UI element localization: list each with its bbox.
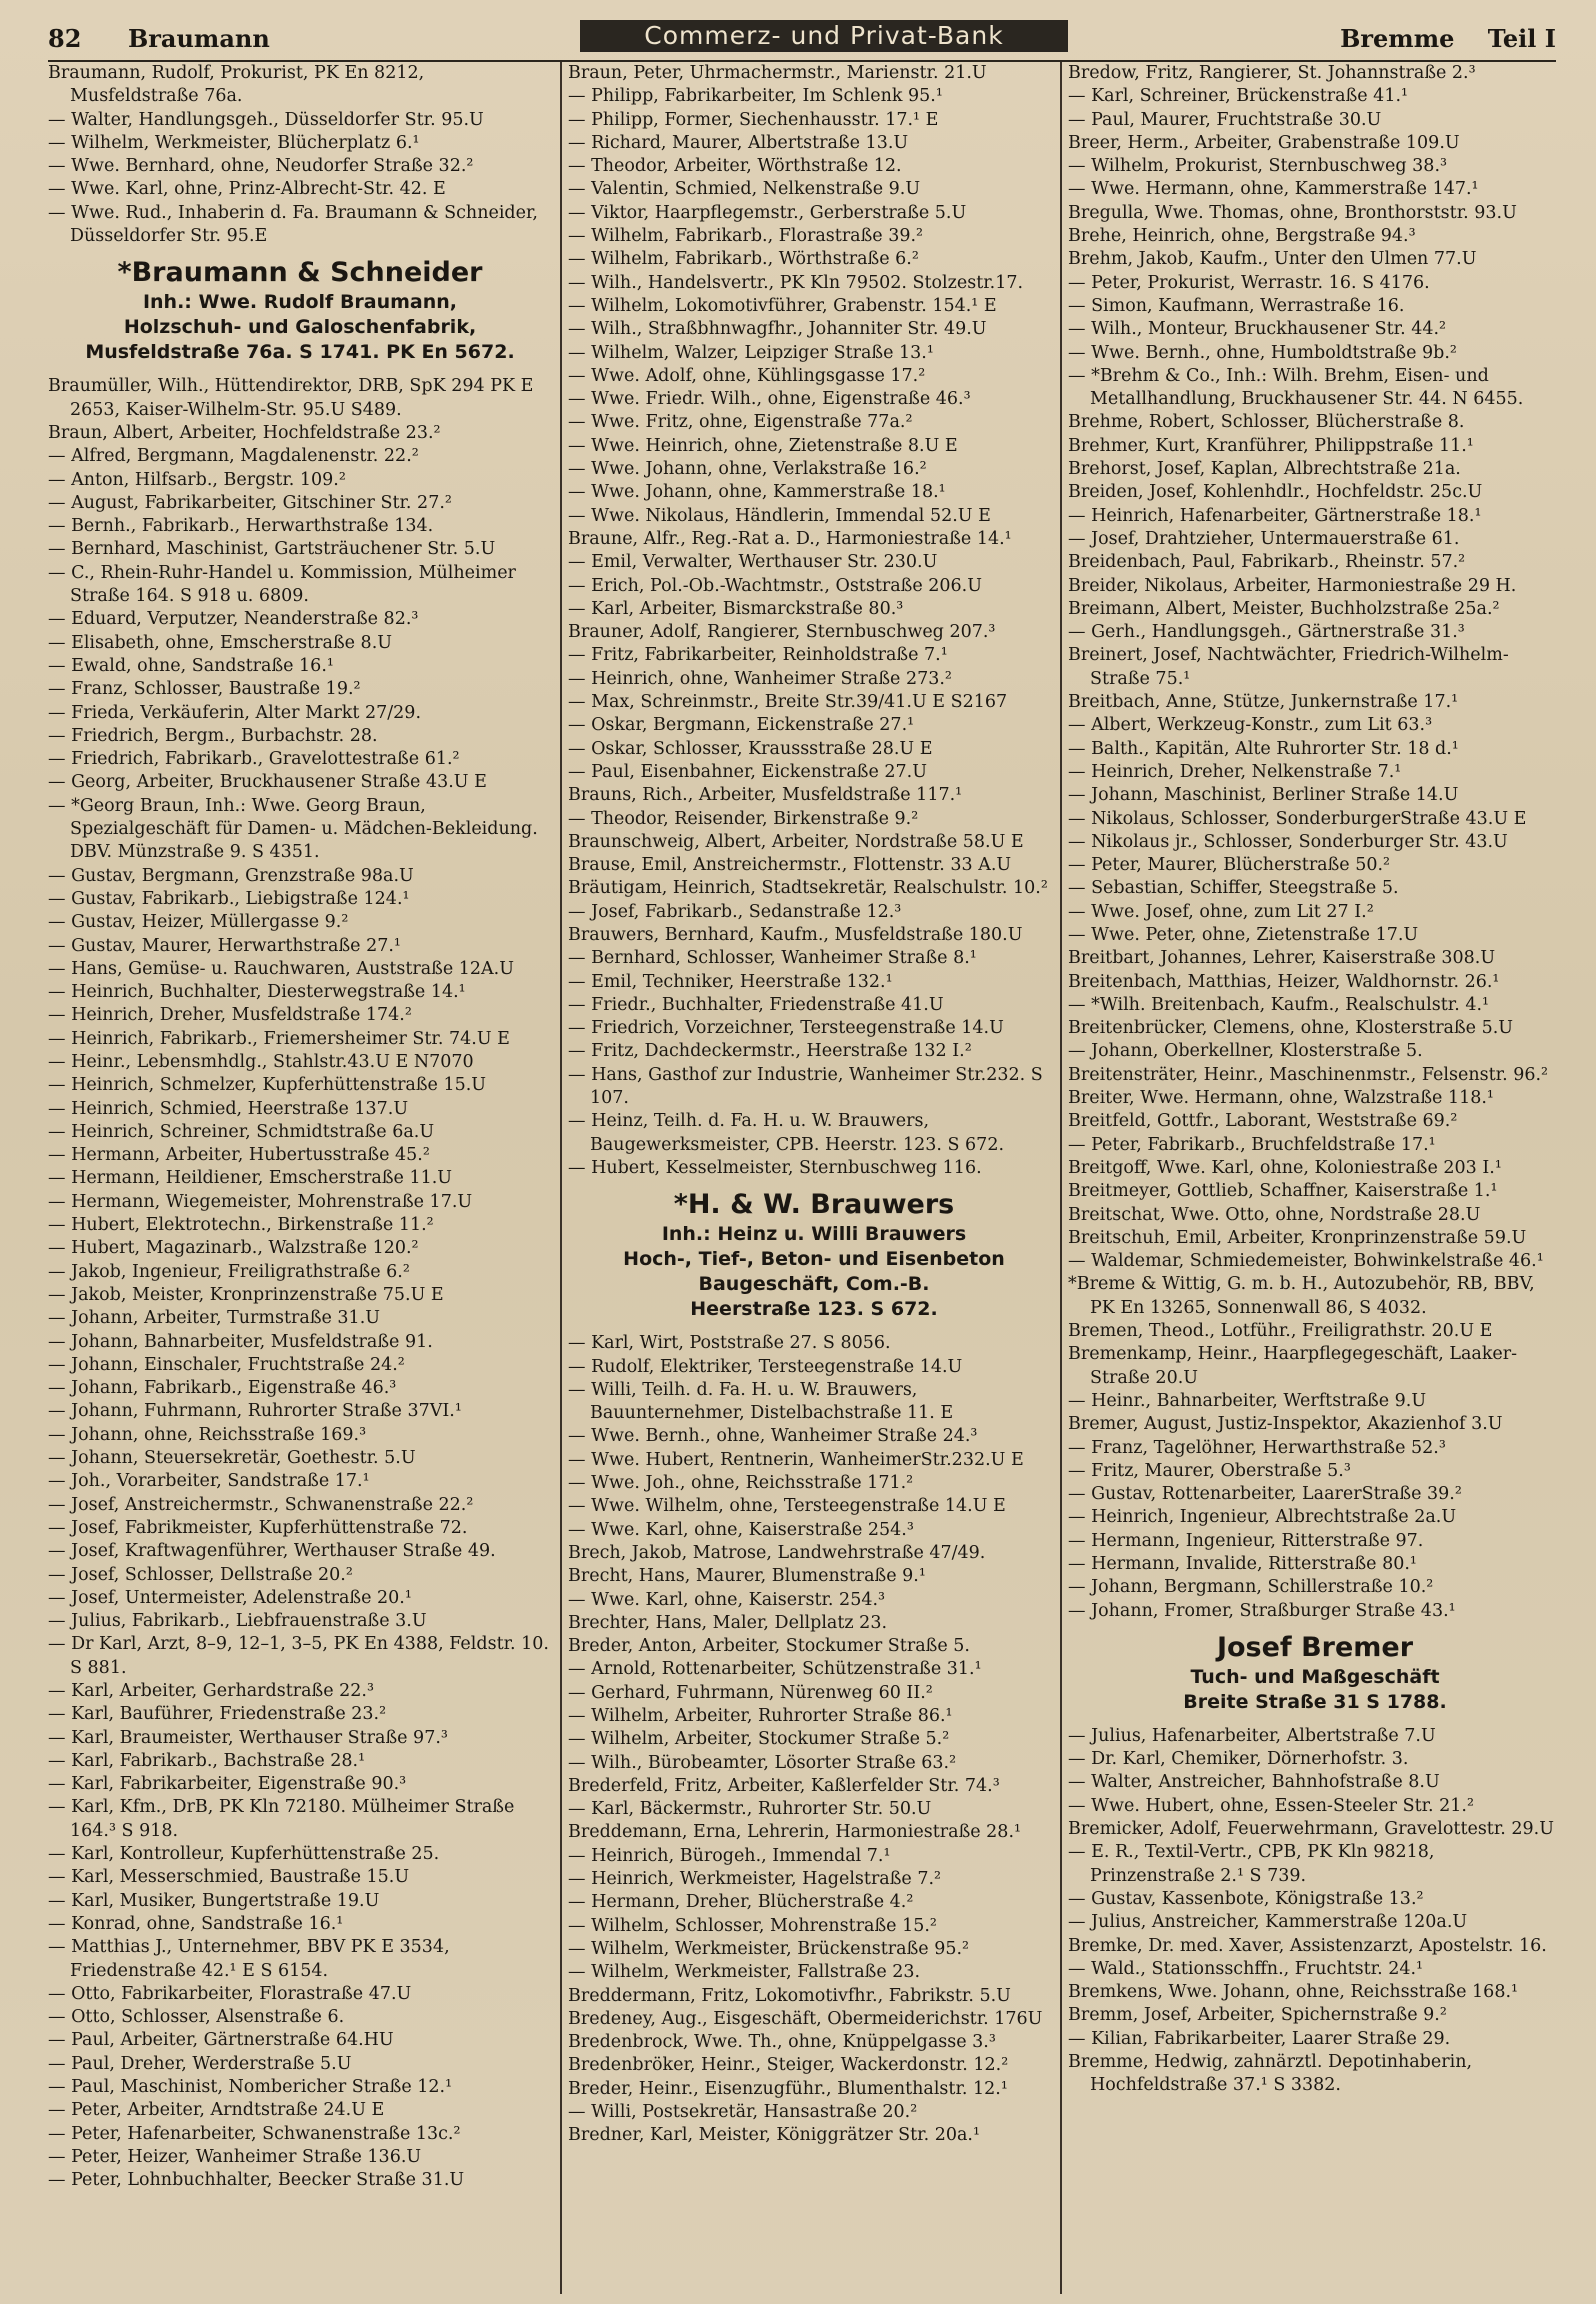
directory-entry: — Heinr., Lebensmhdlg., Stahlstr.43.U E N7070: [48, 1051, 474, 1072]
directory-entry: — Otto, Fabrikarbeiter, Florastraße 47.U: [48, 1983, 412, 2004]
directory-entry: — Peter, Maurer, Blücherstraße 50.²: [1068, 855, 1391, 876]
columns: [48, 62, 1556, 2294]
directory-entry: — Johann, Oberkellner, Klosterstraße 5.: [1068, 1041, 1423, 1062]
advertisement-line: Inh.: Heinz u. Willi Brauwers: [661, 1223, 967, 1246]
directory-entry: — Paul, Dreher, Werderstraße 5.U: [48, 2053, 352, 2074]
directory-entry: — Heinrich, Buchhalter, Diesterwegstraße 14.¹: [48, 982, 466, 1003]
directory-entry: Braumüller, Wilh., Hüttendirektor, DRB, SpK 294 PK E 2653, Kaiser-Wilhelm-Str. 95.U S489.: [48, 376, 534, 420]
directory-entry: — Heinr., Bahnarbeiter, Werftstraße 9.U: [1068, 1390, 1427, 1411]
directory-entry: — Josef, Anstreichermstr., Schwanenstraße 22.²: [48, 1494, 474, 1515]
directory-entry: — Julius, Fabrikarb., Liebfrauenstraße 3.U: [48, 1611, 427, 1632]
directory-entry: — Paul, Arbeiter, Gärtnerstraße 64.HU: [48, 2030, 394, 2051]
directory-entry: — Gustav, Maurer, Herwarthstraße 27.¹: [48, 935, 401, 956]
directory-entry: — Valentin, Schmied, Nelkenstraße 9.U: [568, 179, 921, 200]
advertisement-block: [1068, 1631, 1562, 1715]
directory-entry: — Wilhelm, Prokurist, Sternbuschweg 38.³: [1068, 156, 1448, 177]
directory-entry: — Wwe. Fritz, ohne, Eigenstraße 77a.²: [568, 412, 913, 433]
directory-entry: — Erich, Pol.-Ob.-Wachtmstr., Oststraße 206.U: [568, 575, 982, 596]
directory-entry: — Peter, Heizer, Wanheimer Straße 136.U: [48, 2146, 422, 2167]
directory-entry: — Friedrich, Fabrikarb., Gravelottestraße 61.²: [48, 749, 460, 770]
directory-entry: — Viktor, Haarpflegemstr., Gerberstraße 5.U: [568, 202, 967, 223]
directory-entry: — Walter, Handlungsgeh., Düsseldorfer Str. 95.U: [48, 109, 484, 130]
directory-entry: Breidenbach, Paul, Fabrikarb., Rheinstr. 57.²: [1068, 552, 1466, 573]
directory-entry: Breinert, Josef, Nachtwächter, Friedrich-Wilhelm-Straße 75.¹: [1068, 645, 1509, 689]
directory-entry: — Dr. Karl, Chemiker, Dörnerhofstr. 3.: [1068, 1749, 1409, 1770]
directory-entry: — Oskar, Schlosser, Kraussstraße 28.U E: [568, 738, 933, 759]
column-middle: [560, 62, 1060, 2294]
column-right: [1060, 62, 1562, 2294]
directory-entry: — Wwe. Bernhard, ohne, Neudorfer Straße 32.²: [48, 156, 474, 177]
header-right-name: Bremme: [1340, 24, 1455, 53]
directory-entry: — Wwe. Josef, ohne, zum Lit 27 I.²: [1068, 901, 1374, 922]
directory-entry: — Heinrich, Ingenieur, Albrechtstraße 2a.U: [1068, 1507, 1457, 1528]
directory-entry: — Waldemar, Schmiedemeister, Bohwinkelstraße 46.¹: [1068, 1251, 1544, 1272]
directory-entry: — Wwe. Hubert, Rentnerin, WanheimerStr.232.U E: [568, 1449, 1024, 1470]
directory-entry: — Julius, Anstreicher, Kammerstraße 120a.U: [1068, 1912, 1468, 1933]
directory-entry: — Philipp, Former, Siechenhausstr. 17.¹ E: [568, 109, 939, 130]
directory-entry: Brederfeld, Fritz, Arbeiter, Kaßlerfelder Str. 74.³: [568, 1775, 1000, 1796]
directory-entry: — Emil, Verwalter, Werthauser Str. 230.U: [568, 552, 938, 573]
directory-entry: — Wwe. Heinrich, ohne, Zietenstraße 8.U E: [568, 435, 958, 456]
advertisement-line: Holzschuh- und Galoschenfabrik,: [123, 316, 477, 339]
directory-entry: — Wwe. Johann, ohne, Kammerstraße 18.¹: [568, 482, 946, 503]
directory-entry: — Heinrich, Fabrikarb., Friemersheimer Str. 74.U E: [48, 1028, 510, 1049]
directory-entry: — Nikolaus jr., Schlosser, Sonderburger Str. 43.U: [1068, 831, 1508, 852]
directory-entry: — Karl, Bauführer, Friedenstraße 23.²: [48, 1704, 387, 1725]
directory-entry: — Peter, Lohnbuchhalter, Beecker Straße 31.U: [48, 2170, 465, 2191]
directory-entry: — Paul, Eisenbahner, Eickenstraße 27.U: [568, 761, 927, 782]
directory-entry: — Wilhelm, Arbeiter, Ruhrorter Straße 86.¹: [568, 1706, 953, 1726]
directory-entry: Bremme, Hedwig, zahnärztl. Depotinhaberin, Hochfeldstraße 37.¹ S 3382.: [1068, 2052, 1473, 2096]
directory-entry: — Josef, Drahtzieher, Untermauerstraße 61.: [1068, 528, 1460, 549]
header-left-name: Braumann: [128, 24, 270, 53]
directory-entry: — Ewald, ohne, Sandstraße 16.¹: [48, 655, 334, 676]
directory-entry: Bredeney, Aug., Eisgeschäft, Obermeiderichstr. 176U: [568, 2008, 1043, 2029]
directory-entry: — Karl, Bäckermstr., Ruhrorter Str. 50.U: [568, 1799, 932, 1820]
directory-entry: — Jakob, Ingenieur, Freiligrathstraße 6.²: [48, 1261, 410, 1282]
directory-entry: Breitbach, Anne, Stütze, Junkernstraße 17.¹: [1068, 692, 1459, 713]
directory-entry: Breitgoff, Wwe. Karl, ohne, Koloniestraße 203 I.¹: [1068, 1157, 1502, 1178]
directory-entry: Breitschuh, Emil, Arbeiter, Kronprinzenstraße 59.U: [1068, 1227, 1527, 1248]
directory-entry: — Heinrich, ohne, Wanheimer Straße 273.²: [568, 668, 952, 689]
directory-entry: — Theodor, Reisender, Birkenstraße 9.²: [568, 808, 919, 829]
directory-entry: — Josef, Kraftwagenführer, Werthauser Straße 49.: [48, 1541, 496, 1562]
directory-entry: Bremkens, Wwe. Johann, ohne, Reichsstraße 168.¹: [1068, 1982, 1519, 2003]
directory-entry: Bremm, Josef, Arbeiter, Spichernstraße 9.²: [1068, 2005, 1447, 2026]
directory-entry: — Wwe. Hubert, ohne, Essen-Steeler Str. 21.²: [1068, 1795, 1475, 1816]
directory-entry: — Karl, Kfm., DrB, PK Kln 72180. Mülheimer Straße 164.³ S 918.: [48, 1797, 515, 1841]
directory-entry: — August, Fabrikarbeiter, Gitschiner Str. 27.²: [48, 492, 452, 513]
directory-entry: Brecht, Hans, Maurer, Blumenstraße 9.¹: [568, 1566, 926, 1587]
directory-entry: — Gerh., Handlungsgeh., Gärtnerstraße 31.³: [1068, 622, 1465, 643]
directory-entry: Breitenbrücker, Clemens, ohne, Klosterstraße 5.U: [1068, 1018, 1514, 1039]
directory-entry: — Friedrich, Bergm., Burbachstr. 28.: [48, 725, 378, 746]
directory-entry: — Peter, Prokurist, Werrastr. 16. S 4176.: [1068, 272, 1430, 293]
directory-entry: — Heinrich, Dreher, Nelkenstraße 7.¹: [1068, 761, 1402, 782]
directory-entry: — Wwe. Adolf, ohne, Kühlingsgasse 17.²: [568, 365, 926, 386]
directory-entry: Braune, Alfr., Reg.-Rat a. D., Harmoniestraße 14.¹: [568, 528, 1012, 549]
directory-entry: Bremicker, Adolf, Feuerwehrmann, Gravelottestr. 29.U: [1068, 1819, 1554, 1840]
directory-entry: — Theodor, Arbeiter, Wörthstraße 12.: [568, 156, 902, 177]
directory-entry: — Konrad, ohne, Sandstraße 16.¹: [48, 1913, 344, 1934]
advertisement-line: Tuch- und Maßgeschäft: [1190, 1665, 1440, 1688]
directory-entry: — Wwe. Karl, ohne, Prinz-Albrecht-Str. 42. E: [48, 179, 446, 200]
directory-entry: — Wilhelm, Lokomotivführer, Grabenstr. 154.¹ E: [568, 295, 997, 316]
directory-entry: — Wwe. Karl, ohne, Kaiserstr. 254.³: [568, 1589, 886, 1610]
directory-entry: Breitschat, Wwe. Otto, ohne, Nordstraße 28.U: [1068, 1204, 1481, 1225]
directory-entry: — Alfred, Bergmann, Magdalenenstr. 22.²: [48, 446, 419, 467]
directory-entry: — Wald., Stationsschffn., Fruchtstr. 24.¹: [1068, 1958, 1424, 1979]
directory-entry: Brauns, Rich., Arbeiter, Musfeldstraße 117.¹: [568, 785, 963, 806]
directory-entry: — Johann, Arbeiter, Turmstraße 31.U: [48, 1308, 381, 1329]
directory-entry: — Hubert, Elektrotechn., Birkenstraße 11.²: [48, 1215, 434, 1236]
directory-entry: Breddermann, Fritz, Lokomotivfhr., Fabrikstr. 5.U: [568, 1985, 1011, 2006]
directory-entry: — Wilhelm, Werkmeister, Brückenstraße 95.²: [568, 1938, 970, 1959]
directory-entry: — Karl, Fabrikarbeiter, Eigenstraße 90.³: [48, 1774, 407, 1795]
directory-entry: — Hermann, Arbeiter, Hubertusstraße 45.²: [48, 1145, 430, 1166]
directory-entry: Brause, Emil, Anstreichermstr., Flottenstr. 33 A.U: [568, 855, 1012, 876]
directory-entry: — Karl, Messerschmied, Baustraße 15.U: [48, 1867, 410, 1888]
directory-entry: — Paul, Maurer, Fruchtstraße 30.U: [1068, 109, 1382, 130]
directory-entry: — E. R., Textil-Vertr., CPB, PK Kln 98218, Prinzenstraße 2.¹ S 739.: [1068, 1842, 1435, 1886]
directory-entry: — Arnold, Rottenarbeiter, Schützenstraße 31.¹: [568, 1659, 982, 1680]
directory-entry: — Johann, Bahnarbeiter, Musfeldstraße 91.: [48, 1331, 433, 1352]
directory-entry: — Simon, Kaufmann, Werrastraße 16.: [1068, 295, 1405, 316]
directory-entry: — Wwe. Nikolaus, Händlerin, Immendal 52.U E: [568, 505, 991, 526]
directory-entry: — Karl, Fabrikarb., Bachstraße 28.¹: [48, 1750, 366, 1771]
directory-entry: Breitenbach, Matthias, Heizer, Waldhornstr. 26.¹: [1068, 971, 1500, 992]
directory-entry: — Hermann, Wiegemeister, Mohrenstraße 17.U: [48, 1191, 473, 1212]
directory-entry: Breer, Herm., Arbeiter, Grabenstraße 109.U: [1068, 132, 1460, 153]
directory-entry: Breitbart, Johannes, Lehrer, Kaiserstraße 308.U: [1068, 948, 1496, 969]
directory-entry: — Wilhelm, Fabrikarb., Florastraße 39.²: [568, 226, 924, 247]
directory-entry: — Hermann, Invalide, Ritterstraße 80.¹: [1068, 1554, 1417, 1574]
advertisement-block: [48, 256, 552, 365]
directory-entry: — *Georg Braun, Inh.: Wwe. Georg Braun, Spezialgeschäft für Damen- u. Mädchen-Bekleidung. DBV. Münzstraße 9. S 4351.: [48, 795, 538, 863]
directory-entry: — Hermann, Ingenieur, Ritterstraße 97.: [1068, 1530, 1424, 1551]
directory-entry: — Julius, Hafenarbeiter, Albertstraße 7.U: [1068, 1725, 1436, 1746]
directory-entry: — Wwe. Rud., Inhaberin d. Fa. Braumann & Schneider, Düsseldorfer Str. 95.E: [48, 202, 538, 247]
directory-entry: — Elisabeth, ohne, Emscherstraße 8.U: [48, 632, 393, 653]
directory-entry: — Dr Karl, Arzt, 8–9, 12–1, 3–5, PK En 4388, Feldstr. 10. S 881.: [48, 1634, 549, 1678]
header-part: Teil I: [1487, 24, 1556, 53]
directory-entry: — Kilian, Fabrikarbeiter, Laarer Straße 29.: [1068, 2028, 1451, 2049]
directory-entry: — Friedr., Buchhalter, Friedenstraße 41.U: [568, 994, 944, 1015]
directory-entry: — Karl, Arbeiter, Bismarckstraße 80.³: [568, 598, 904, 619]
directory-entry: — Wilhelm, Fabrikarb., Wörthstraße 6.²: [568, 249, 919, 270]
directory-entry: — Hermann, Dreher, Blücherstraße 4.²: [568, 1892, 914, 1913]
directory-entry: Bräutigam, Heinrich, Stadtsekretär, Realschulstr. 10.²: [568, 878, 1048, 899]
directory-entry: — Wwe. Bernh., ohne, Humboldtstraße 9b.²: [1068, 342, 1457, 363]
directory-entry: — C., Rhein-Ruhr-Handel u. Kommission, Mülheimer Straße 164. S 918 u. 6809.: [48, 562, 516, 607]
directory-entry: — Anton, Hilfsarb., Bergstr. 109.²: [48, 469, 346, 490]
directory-entry: — Wilhelm, Arbeiter, Stockumer Straße 5.²: [568, 1729, 950, 1750]
directory-entry: — Gerhard, Fuhrmann, Nürenweg 60 II.²: [568, 1682, 933, 1703]
directory-entry: — Peter, Arbeiter, Arndtstraße 24.U E: [48, 2100, 385, 2121]
directory-entry: Braun, Albert, Arbeiter, Hochfeldstraße 23.²: [48, 422, 441, 443]
directory-entry: — Wilh., Bürobeamter, Lösorter Straße 63.²: [568, 1752, 957, 1773]
directory-entry: — Philipp, Fabrikarbeiter, Im Schlenk 95.¹: [568, 86, 943, 107]
directory-entry: — Otto, Schlosser, Alsenstraße 6.: [48, 2007, 345, 2028]
directory-entry: — Paul, Maschinist, Nombericher Straße 12.¹: [48, 2077, 453, 2098]
directory-entry: Breimann, Albert, Meister, Buchholzstraße 25a.²: [1068, 598, 1500, 619]
directory-entry: — Heinrich, Dreher, Musfeldstraße 174.²: [48, 1005, 412, 1026]
directory-entry: — Johann, Maschinist, Berliner Straße 14.U: [1068, 785, 1459, 806]
directory-entry: — Wwe. Joh., ohne, Reichsstraße 171.²: [568, 1473, 914, 1494]
directory-entry: — Franz, Schlosser, Baustraße 19.²: [48, 679, 361, 700]
directory-entry: — Gustav, Bergmann, Grenzstraße 98a.U: [48, 865, 414, 886]
advertisement-name: *Braumann & Schneider: [117, 257, 483, 289]
advertisement-line: Heerstraße 123. S 672.: [690, 1298, 938, 1321]
advertisement-line: Musfeldstraße 76a. S 1741. PK En 5672.: [85, 341, 515, 364]
directory-entry: — Wilhelm, Schlosser, Mohrenstraße 15.²: [568, 1915, 937, 1936]
directory-entry: Breider, Nikolaus, Arbeiter, Harmoniestraße 29 H.: [1068, 575, 1517, 596]
directory-entry: — Frieda, Verkäuferin, Alter Markt 27/29.: [48, 702, 422, 723]
directory-entry: — Johann, Einschaler, Fruchtstraße 24.²: [48, 1354, 405, 1375]
advertisement-name: *H. & W. Brauwers: [673, 1189, 955, 1221]
directory-entry: Brauwers, Bernhard, Kaufm., Musfeldstraße 180.U: [568, 924, 1023, 945]
advertisement-line: Inh.: Wwe. Rudolf Braumann,: [142, 291, 458, 314]
directory-entry: Breiter, Wwe. Hermann, ohne, Walzstraße 118.¹: [1068, 1088, 1494, 1109]
directory-entry: — Bernhard, Schlosser, Wanheimer Straße 8.¹: [568, 948, 977, 969]
directory-entry: Breitensträter, Heinr., Maschinenmstr., Felsenstr. 96.²: [1068, 1064, 1549, 1085]
directory-entry: — Max, Schreinmstr., Breite Str.39/41.U E S2167: [568, 692, 1008, 713]
directory-entry: Breder, Anton, Arbeiter, Stockumer Straße 5.: [568, 1636, 970, 1657]
directory-entry: — Walter, Anstreicher, Bahnhofstraße 8.U: [1068, 1772, 1440, 1793]
directory-entry: Brehorst, Josef, Kaplan, Albrechtstraße 21a.: [1068, 459, 1461, 480]
column-left: [48, 62, 552, 2294]
directory-entry: Bredner, Karl, Meister, Königgrätzer Str. 20a.¹: [568, 2125, 981, 2146]
bank-banner: Commerz- und Privat-Bank: [580, 20, 1068, 52]
directory-entry: — Wilh., Straßbhnwagfhr., Johanniter Str. 49.U: [568, 319, 987, 340]
directory-entry: — Matthias J., Unternehmer, BBV PK E 3534, Friedenstraße 42.¹ E S 6154.: [48, 1937, 450, 1981]
directory-entry: Brech, Jakob, Matrose, Landwehrstraße 47/49.: [568, 1542, 986, 1563]
directory-entry: Brechter, Hans, Maler, Dellplatz 23.: [568, 1612, 888, 1633]
directory-entry: — Fritz, Maurer, Oberstraße 5.³: [1068, 1460, 1351, 1481]
directory-entry: — Fritz, Dachdeckermstr., Heerstraße 132 I.²: [568, 1041, 972, 1062]
directory-entry: Brauner, Adolf, Rangierer, Sternbuschweg 207.³: [568, 622, 996, 643]
directory-entry: — Friedrich, Vorzeichner, Tersteegenstraße 14.U: [568, 1018, 1004, 1039]
directory-entry: Breitfeld, Gottfr., Laborant, Weststraße 69.²: [1068, 1111, 1458, 1132]
directory-entry: — Josef, Fabrikarb., Sedanstraße 12.³: [568, 901, 902, 922]
directory-entry: Bremer, August, Justiz-Inspektor, Akazienhof 3.U: [1068, 1414, 1503, 1435]
directory-entry: Breder, Heinr., Eisenzugführ., Blumenthalstr. 12.¹: [568, 2078, 1008, 2099]
directory-entry: — Heinrich, Schmelzer, Kupferhüttenstraße 15.U: [48, 1075, 487, 1096]
directory-entry: — Josef, Fabrikmeister, Kupferhüttenstraße 72.: [48, 1517, 468, 1538]
directory-entry: Bredenbrock, Wwe. Th., ohne, Knüppelgasse 3.³: [568, 2032, 996, 2053]
directory-entry: — Johann, Fabrikarb., Eigenstraße 46.³: [48, 1378, 397, 1399]
directory-entry: — Georg, Arbeiter, Bruckhausener Straße 43.U E: [48, 772, 487, 793]
directory-entry: Breitmeyer, Gottlieb, Schaffner, Kaiserstraße 1.¹: [1068, 1181, 1498, 1202]
directory-entry: — Wilh., Monteur, Bruckhausener Str. 44.²: [1068, 319, 1447, 340]
directory-entry: Breiden, Josef, Kohlenhdlr., Hochfeldstr. 25c.U: [1068, 482, 1483, 503]
directory-entry: — Karl, Braumeister, Werthauser Straße 97.³: [48, 1727, 448, 1748]
directory-entry: — Josef, Schlosser, Dellstraße 20.²: [48, 1564, 353, 1585]
directory-entry: — Wwe. Peter, ohne, Zietenstraße 17.U: [1068, 924, 1419, 945]
directory-entry: *Breme & Wittig, G. m. b. H., Autozubehör, RB, BBV, PK En 13265, Sonnenwall 86, S 4032.: [1068, 1274, 1535, 1318]
directory-entry: Braun, Peter, Uhrmachermstr., Marienstr. 21.U: [568, 63, 987, 83]
directory-entry: — Richard, Maurer, Albertstraße 13.U: [568, 132, 909, 153]
directory-entry: — Wwe. Johann, ohne, Verlakstraße 16.²: [568, 459, 927, 480]
directory-entry: — Wilhelm, Werkmeister, Fallstraße 23.: [568, 1962, 921, 1983]
directory-entry: — Heinz, Teilh. d. Fa. H. u. W. Brauwers, Baugewerksmeister, CPB. Heerstr. 123. S 672.: [568, 1111, 1005, 1155]
directory-entry: — Peter, Fabrikarb., Bruchfeldstraße 17.¹: [1068, 1134, 1436, 1155]
directory-entry: — Wilhelm, Werkmeister, Blücherplatz 6.¹: [48, 132, 420, 153]
advertisement-line: Hoch-, Tief-, Beton- und Eisenbeton: [623, 1248, 1005, 1271]
directory-entry: — Hans, Gasthof zur Industrie, Wanheimer Str.232. S 107.: [568, 1064, 1043, 1109]
directory-entry: Bremen, Theod., Lotführ., Freiligrathstr. 20.U E: [1068, 1321, 1493, 1342]
directory-entry: — Johann, Fromer, Straßburger Straße 43.¹: [1068, 1600, 1456, 1621]
directory-entry: — Jakob, Meister, Kronprinzenstraße 75.U E: [48, 1284, 444, 1305]
directory-entry: — Emil, Techniker, Heerstraße 132.¹: [568, 971, 893, 992]
page-number: 82: [48, 24, 82, 53]
directory-entry: — Wilh., Handelsvertr., PK Kln 79502. Stolzestr.17.: [568, 272, 1024, 293]
directory-entry: — Oskar, Bergmann, Eickenstraße 27.¹: [568, 715, 915, 736]
advertisement-block: [568, 1188, 1060, 1322]
directory-entry: — Hermann, Heildiener, Emscherstraße 11.U: [48, 1168, 453, 1189]
directory-entry: Bredow, Fritz, Rangierer, St. Johannstraße 2.³: [1068, 63, 1476, 83]
directory-entry: — Hans, Gemüse- u. Rauchwaren, Auststraße 12A.U: [48, 958, 514, 979]
directory-entry: — Sebastian, Schiffer, Steegstraße 5.: [1068, 878, 1399, 899]
directory-entry: — Balth., Kapitän, Alte Ruhrorter Str. 18 d.¹: [1068, 738, 1459, 759]
directory-entry: — Gustav, Fabrikarb., Liebigstraße 124.¹: [48, 888, 410, 909]
directory-entry: — Johann, ohne, Reichsstraße 169.³: [48, 1424, 367, 1445]
directory-entry: — Bernh., Fabrikarb., Herwarthstraße 134.: [48, 516, 434, 537]
directory-entry: — Karl, Arbeiter, Gerhardstraße 22.³: [48, 1681, 375, 1701]
directory-entry: Brehmer, Kurt, Kranführer, Philippstraße 11.¹: [1068, 435, 1474, 456]
directory-entry: — Rudolf, Elektriker, Tersteegenstraße 14.U: [568, 1356, 963, 1377]
directory-entry: — Johann, Bergmann, Schillerstraße 10.²: [1068, 1577, 1434, 1598]
directory-entry: Bredenbröker, Heinr., Steiger, Wackerdonstr. 12.²: [568, 2055, 1009, 2076]
directory-entry: — Wilhelm, Walzer, Leipziger Straße 13.¹: [568, 342, 934, 363]
directory-entry: — Peter, Hafenarbeiter, Schwanenstraße 13c.²: [48, 2123, 461, 2144]
directory-entry: — Karl, Musiker, Bungertstraße 19.U: [48, 1890, 380, 1911]
directory-entry: — Karl, Wirt, Poststraße 27. S 8056.: [568, 1333, 891, 1354]
directory-entry: — Gustav, Heizer, Müllergasse 9.²: [48, 912, 349, 933]
directory-entry: — Johann, Fuhrmann, Ruhrorter Straße 37VI.¹: [48, 1401, 462, 1422]
directory-entry: Braunschweig, Albert, Arbeiter, Nordstraße 58.U E: [568, 831, 1024, 852]
directory-entry: — Albert, Werkzeug-Konstr., zum Lit 63.³: [1068, 715, 1433, 736]
directory-entry: — Fritz, Fabrikarbeiter, Reinholdstraße 7.¹: [568, 645, 948, 666]
directory-entry: — Wwe. Friedr. Wilh., ohne, Eigenstraße 46.³: [568, 389, 971, 410]
directory-entry: — Franz, Tagelöhner, Herwarthstraße 52.³: [1068, 1437, 1446, 1458]
directory-entry: — Heinrich, Schreiner, Schmidtstraße 6a.U: [48, 1121, 435, 1142]
advertisement-line: Breite Straße 31 S 1788.: [1183, 1690, 1447, 1713]
directory-entry: Braumann, Rudolf, Prokurist, PK En 8212, Musfeldstraße 76a.: [48, 63, 425, 107]
directory-entry: — Heinrich, Werkmeister, Hagelstraße 7.²: [568, 1869, 942, 1890]
directory-entry: — Wwe. Hermann, ohne, Kammerstraße 147.¹: [1068, 179, 1479, 200]
directory-entry: — Hubert, Magazinarb., Walzstraße 120.²: [48, 1238, 419, 1259]
directory-entry: — Heinrich, Schmied, Heerstraße 137.U: [48, 1098, 409, 1119]
directory-entry: — Heinrich, Hafenarbeiter, Gärtnerstraße 18.¹: [1068, 505, 1482, 526]
directory-entry: — Willi, Postsekretär, Hansastraße 20.²: [568, 2102, 918, 2123]
page-header: [48, 20, 1556, 62]
directory-entry: Brehm, Jakob, Kaufm., Unter den Ulmen 77.U: [1068, 249, 1477, 270]
directory-entry: Bremke, Dr. med. Xaver, Assistenzarzt, Apostelstr. 16.: [1068, 1935, 1547, 1956]
directory-entry: — Eduard, Verputzer, Neanderstraße 82.³: [48, 609, 419, 630]
directory-entry: — Johann, Steuersekretär, Goethestr. 5.U: [48, 1448, 416, 1469]
directory-entry: — Gustav, Rottenarbeiter, LaarerStraße 39.²: [1068, 1484, 1462, 1505]
directory-entry: — Josef, Untermeister, Adelenstraße 20.¹: [48, 1587, 412, 1608]
directory-entry: Brehe, Heinrich, ohne, Bergstraße 94.³: [1068, 226, 1416, 247]
directory-entry: — Willi, Teilh. d. Fa. H. u. W. Brauwers, Bauunternehmer, Distelbachstraße 11. E: [568, 1379, 954, 1424]
directory-entry: — Karl, Schreiner, Brückenstraße 41.¹: [1068, 86, 1409, 107]
directory-entry: Breddemann, Erna, Lehrerin, Harmoniestraße 28.¹: [568, 1822, 1022, 1843]
directory-entry: — *Brehm & Co., Inh.: Wilh. Brehm, Eisen- und Metallhandlung, Bruckhausener Str. 44. N 6455.: [1068, 365, 1524, 410]
directory-entry: — Wwe. Wilhelm, ohne, Tersteegenstraße 14.U E: [568, 1496, 1006, 1517]
directory-entry: — Nikolaus, Schlosser, SonderburgerStraße 43.U E: [1068, 808, 1527, 829]
advertisement-name: Josef Bremer: [1216, 1631, 1414, 1663]
directory-entry: — Wwe. Karl, ohne, Kaiserstraße 254.³: [568, 1519, 914, 1540]
directory-entry: — Gustav, Kassenbote, Königstraße 13.²: [1068, 1888, 1424, 1909]
directory-entry: — Bernhard, Maschinist, Gartsträuchener Str. 5.U: [48, 539, 496, 560]
directory-entry: Bregulla, Wwe. Thomas, ohne, Bronthorststr. 93.U: [1068, 202, 1517, 223]
directory-entry: — Karl, Kontrolleur, Kupferhüttenstraße 25.: [48, 1844, 440, 1865]
directory-entry: Bremenkamp, Heinr., Haarpflegegeschäft, Laaker-Straße 20.U: [1068, 1344, 1518, 1388]
directory-entry: — Hubert, Kesselmeister, Sternbuschweg 116.: [568, 1157, 982, 1178]
directory-entry: — Heinrich, Bürogeh., Immendal 7.¹: [568, 1845, 891, 1866]
directory-entry: Brehme, Robert, Schlosser, Blücherstraße 8.: [1068, 412, 1465, 433]
directory-entry: — Joh., Vorarbeiter, Sandstraße 17.¹: [48, 1471, 370, 1492]
header-right: [1340, 24, 1556, 53]
directory-entry: — *Wilh. Breitenbach, Kaufm., Realschulstr. 4.¹: [1068, 994, 1490, 1015]
directory-entry: — Wwe. Bernh., ohne, Wanheimer Straße 24.³: [568, 1426, 978, 1447]
advertisement-line: Baugeschäft, Com.-B.: [698, 1273, 930, 1296]
